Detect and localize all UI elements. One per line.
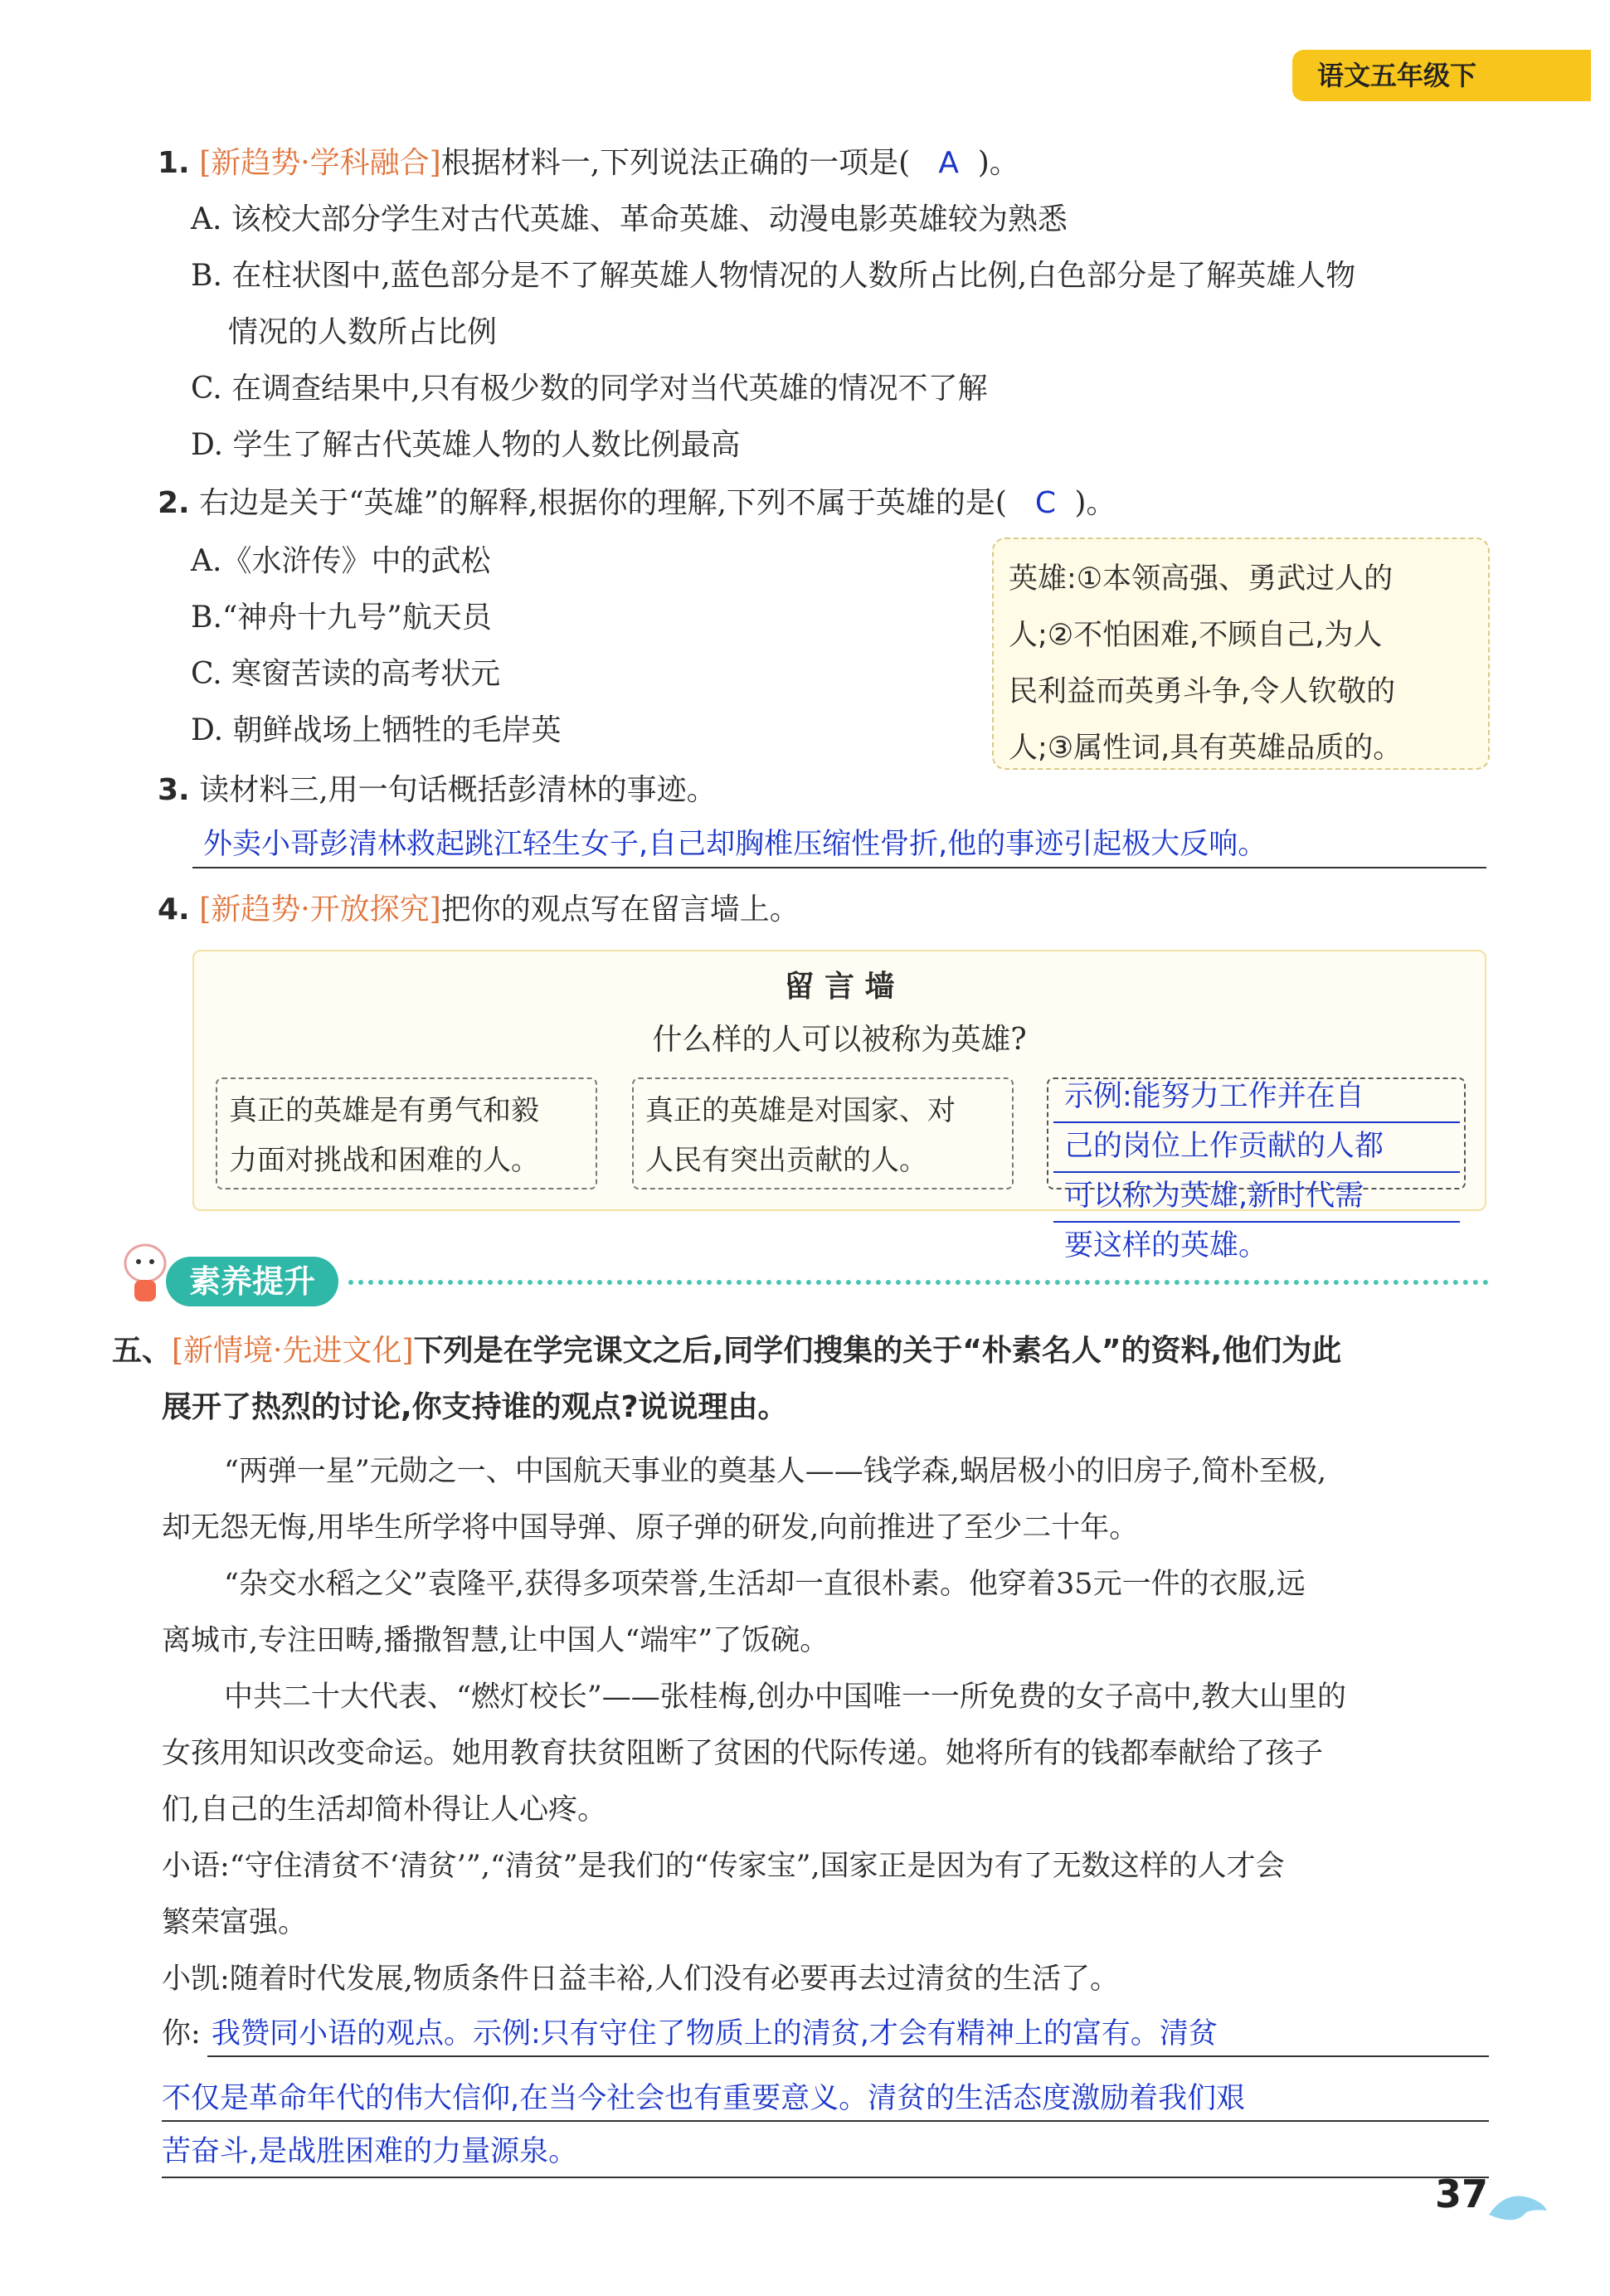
q1-answer: A (938, 146, 959, 180)
section-divider (348, 1280, 1489, 1285)
para-line: 小语:“守住清贫不‘清贫’”,“清贫”是我们的“传家宝”,国家正是因为有了无数这样的人才会 (162, 1850, 1285, 1883)
q5-xiaokai-opinion: 小凯:随着时代发展,物质条件日益丰裕,人们没有必要再去过清贫的生活了。 (162, 1963, 1120, 1996)
grade-tab: 语文五年级下 (1292, 50, 1591, 101)
q1-stem (158, 139, 1019, 182)
q2-option-b: B.“神舟十九号”航天员 (191, 601, 492, 635)
answer-underline (162, 2177, 1489, 2178)
q5-answer-line3: 苦奋斗,是战胜困难的力量源泉。 (162, 2135, 578, 2168)
answer-underline (207, 2055, 1489, 2057)
definition-line: 人;②不怕困难,不顾自己,为人 (1009, 619, 1383, 652)
answer-underline (162, 2120, 1489, 2122)
q2-option-c: C. 寒窗苦读的高考状元 (191, 657, 501, 691)
answer-line: 己的岗位上作贡献的人都 (1064, 1130, 1384, 1163)
answer-underline (1053, 1221, 1460, 1223)
q5-tag: [新情境·先进文化] (172, 1334, 414, 1368)
q5-answer-line2: 不仅是革命年代的伟大信仰,在当今社会也有重要意义。清贫的生活态度激励着我们艰 (162, 2082, 1246, 2115)
message-wall-question: 什么样的人可以被称为英雄? (652, 1023, 1027, 1057)
message-card-2 (632, 1077, 1014, 1189)
q3-answer: 外卖小哥彭清林救起跳江轻生女子,自己却胸椎压缩性骨折,他的事迹引起极大反响。 (203, 828, 1267, 861)
q4-tag: [新趋势·开放探究] (199, 893, 441, 927)
q3-stem (158, 766, 717, 809)
q1-stem-end: )。 (977, 146, 1019, 180)
q2-stem-end: )。 (1074, 486, 1116, 520)
answer-line: 要这样的英雄。 (1064, 1229, 1268, 1262)
q5-stem-text: 下列是在学完课文之后,同学们搜集的关于“朴素名人”的资料,他们为此 (413, 1334, 1342, 1368)
q3-answer-line (192, 867, 1486, 868)
q2-stem-text: 右边是关于“英雄”的解释,根据你的理解,下列不属于英雄的是( (199, 486, 1007, 520)
card-line: 真正的英雄是有勇气和毅 (229, 1094, 539, 1127)
q5-paragraph-qian-xuesen (162, 1443, 1489, 1556)
q2-number: 2. (158, 486, 190, 520)
card-line: 真正的英雄是对国家、对 (645, 1094, 956, 1127)
para-line: “两弹一星”元勋之一、中国航天事业的奠基人——钱学森,蜗居极小的旧房子,简朴至极, (224, 1455, 1327, 1488)
q1-tag: [新趋势·学科融合] (199, 146, 441, 180)
answer-underline (1053, 1121, 1460, 1123)
definition-line: 英雄:①本领高强、勇武过人的 (1009, 562, 1394, 596)
definition-line: 民利益而英勇斗争,令人钦敬的 (1009, 675, 1396, 708)
q3-number: 3. (158, 773, 190, 807)
q1-option-d: D. 学生了解古代英雄人物的人数比例最高 (191, 428, 741, 462)
card-line: 力面对挑战和困难的人。 (229, 1144, 539, 1177)
section-badge: 素养提升 (166, 1257, 338, 1306)
para-line: 却无怨无悔,用毕生所学将中国导弹、原子弹的研发,向前推进了至少二十年。 (162, 1511, 1139, 1544)
q1-option-a: A. 该校大部分学生对古代英雄、革命英雄、动漫电影英雄较为熟悉 (191, 202, 1068, 236)
q3-stem-text: 读材料三,用一句话概括彭清林的事迹。 (199, 773, 717, 807)
q5-paragraph-zhang-guimei (162, 1669, 1489, 1838)
card-line: 人民有突出贡献的人。 (645, 1144, 927, 1177)
q2-option-a: A.《水浒传》中的武松 (191, 544, 491, 578)
q2-option-d: D. 朝鲜战场上牺牲的毛岸英 (191, 713, 562, 747)
para-line: 们,自己的生活却简朴得让人心疼。 (162, 1793, 607, 1827)
para-line: “杂交水稻之父”袁隆平,获得多项荣誉,生活却一直很朴素。他穿着35元一件的衣服,远 (224, 1568, 1306, 1601)
q4-stem-text: 把你的观点写在留言墙上。 (440, 893, 800, 927)
answer-line: 可以称为英雄,新时代需 (1064, 1180, 1364, 1213)
hero-definition-box (992, 538, 1490, 770)
q5-you-label: 你: (162, 2017, 201, 2050)
q5-stem-line1 (112, 1327, 1341, 1369)
q1-option-b: B. 在柱状图中,蓝色部分是不了解英雄人物情况的人数所占比例,白色部分是了解英雄人物 (191, 259, 1356, 293)
q1-number: 1. (158, 146, 190, 180)
q1-stem-text: 根据材料一,下列说法正确的一项是( (440, 146, 911, 180)
para-line: 离城市,专注田畴,播撒智慧,让中国人“端牢”了饭碗。 (162, 1624, 829, 1657)
dolphin-icon (1485, 2186, 1551, 2227)
q5-answer-line1: 我赞同小语的观点。示例:只有守住了物质上的清贫,才会有精神上的富有。清贫 (212, 2017, 1218, 2050)
para-line: 中共二十大代表、“燃灯校长”——张桂梅,创办中国唯一一所免费的女子高中,教大山里的 (224, 1681, 1347, 1714)
q1-option-c: C. 在调查结果中,只有极少数的同学对当代英雄的情况不了解 (191, 372, 988, 406)
q5-stem-line2: 展开了热烈的讨论,你支持谁的观点?说说理由。 (162, 1390, 788, 1424)
message-wall-title: 留 言 墙 (784, 970, 895, 1004)
q1-option-b-cont: 情况的人数所占比例 (228, 315, 498, 349)
mascot-icon (116, 1240, 174, 1306)
answer-line: 示例:能努力工作并在自 (1064, 1080, 1364, 1113)
para-line: 繁荣富强。 (162, 1906, 308, 1939)
page-number: 37 (1435, 2172, 1489, 2216)
para-line: 女孩用知识改变命运。她用教育扶贫阻断了贫困的代际传递。她将所有的钱都奉献给了孩子 (162, 1737, 1324, 1770)
q5-paragraph-yuan-longping (162, 1556, 1489, 1669)
q2-answer: C (1034, 486, 1056, 520)
q5-xiaoyu-opinion (162, 1838, 1489, 1951)
definition-line: 人;③属性词,具有英雄品质的。 (1009, 732, 1403, 765)
q4-stem (158, 886, 800, 928)
message-card-1 (216, 1077, 597, 1189)
q2-stem (158, 479, 1116, 522)
q4-number: 4. (158, 893, 190, 927)
answer-underline (1053, 1171, 1460, 1173)
q5-number: 五、 (112, 1334, 173, 1368)
